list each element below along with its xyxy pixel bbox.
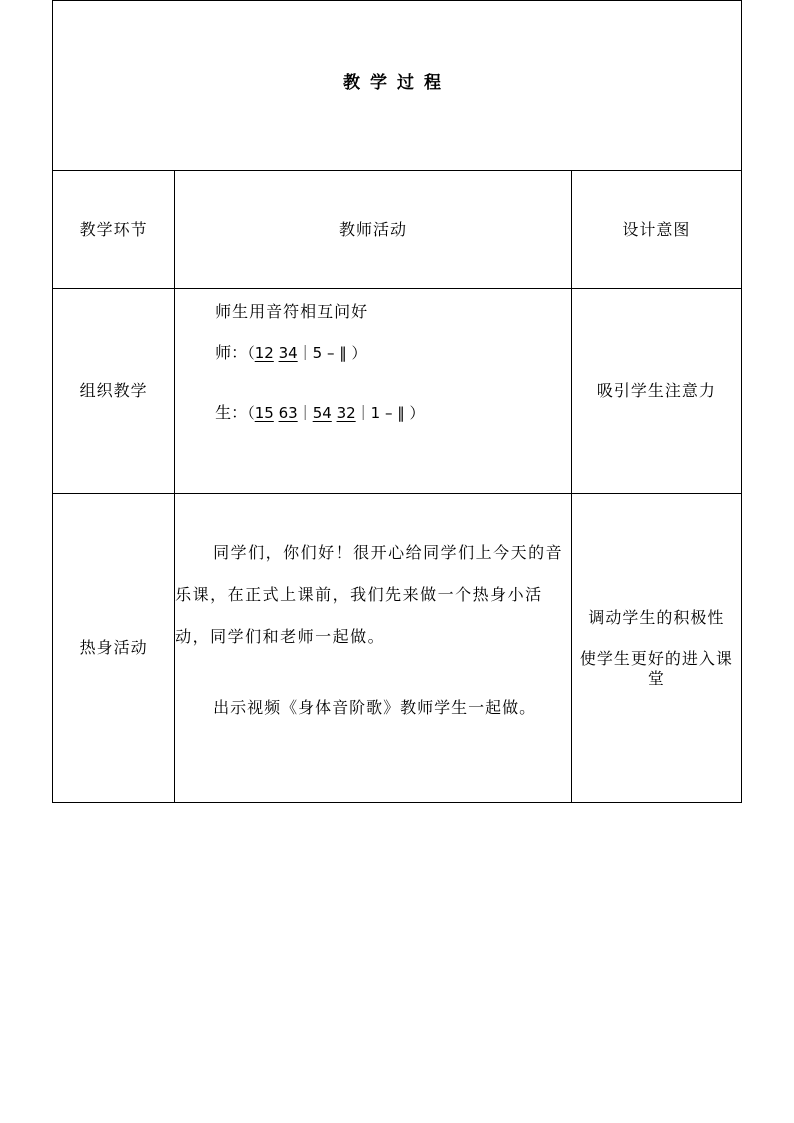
header-stage-label: 教学环节 xyxy=(79,219,148,239)
stage-cell-organize xyxy=(53,289,175,494)
teacher-note-group-1: 12 xyxy=(254,344,274,362)
student-notation xyxy=(215,393,571,433)
teacher-notation xyxy=(215,333,571,373)
student-note-group-1: 15 xyxy=(254,404,274,422)
table-row-warmup xyxy=(53,494,742,803)
header-design xyxy=(571,171,741,289)
design-warmup-line-1: 调动学生的积极性 xyxy=(588,608,725,628)
title-cell xyxy=(53,1,742,171)
student-open-paren: （ xyxy=(247,404,255,422)
teacher-note-rest: ｜5 – ‖ ） xyxy=(297,344,367,362)
table-title: 教学过程 xyxy=(343,73,451,94)
header-stage xyxy=(53,171,175,289)
table-row-organize xyxy=(53,289,742,494)
header-teacher xyxy=(175,171,572,289)
student-label: 生： xyxy=(215,403,248,422)
warmup-paragraph-2: 出示视频《身体音阶歌》教师学生一起做。 xyxy=(213,698,537,717)
teacher-label: 师： xyxy=(215,343,248,362)
student-barline: ｜ xyxy=(297,404,313,422)
student-note-rest: ｜1 – ‖ ） xyxy=(355,404,425,422)
design-warmup-line-2: 使学生更好的进入课堂 xyxy=(579,649,733,688)
student-note-group-3: 54 xyxy=(312,404,332,422)
student-note-group-4: 32 xyxy=(336,404,356,422)
teacher-cell-warmup xyxy=(175,494,572,803)
header-row xyxy=(53,171,742,289)
header-teacher-label: 教师活动 xyxy=(338,219,407,239)
greeting-instruction: 师生用音符相互问好 xyxy=(215,302,369,321)
stage-cell-warmup xyxy=(53,494,175,803)
teacher-open-paren: （ xyxy=(247,344,255,362)
title-row xyxy=(53,1,742,171)
header-design-label: 设计意图 xyxy=(622,219,691,239)
teaching-process-table xyxy=(52,0,742,803)
student-note-group-2: 63 xyxy=(278,404,298,422)
stage-warmup-label: 热身活动 xyxy=(79,638,148,658)
design-cell-warmup xyxy=(571,494,741,803)
teacher-note-group-2: 34 xyxy=(278,344,298,362)
warmup-paragraph-1: 同学们，你们好！很开心给同学们上今天的音乐课，在正式上课前，我们先来做一个热身小活动，同学们和老师一起做。 xyxy=(175,543,564,646)
design-cell-organize xyxy=(571,289,741,494)
teacher-cell-organize xyxy=(175,289,572,494)
stage-organize-label: 组织教学 xyxy=(79,381,148,401)
design-organize-text: 吸引学生注意力 xyxy=(596,381,716,401)
